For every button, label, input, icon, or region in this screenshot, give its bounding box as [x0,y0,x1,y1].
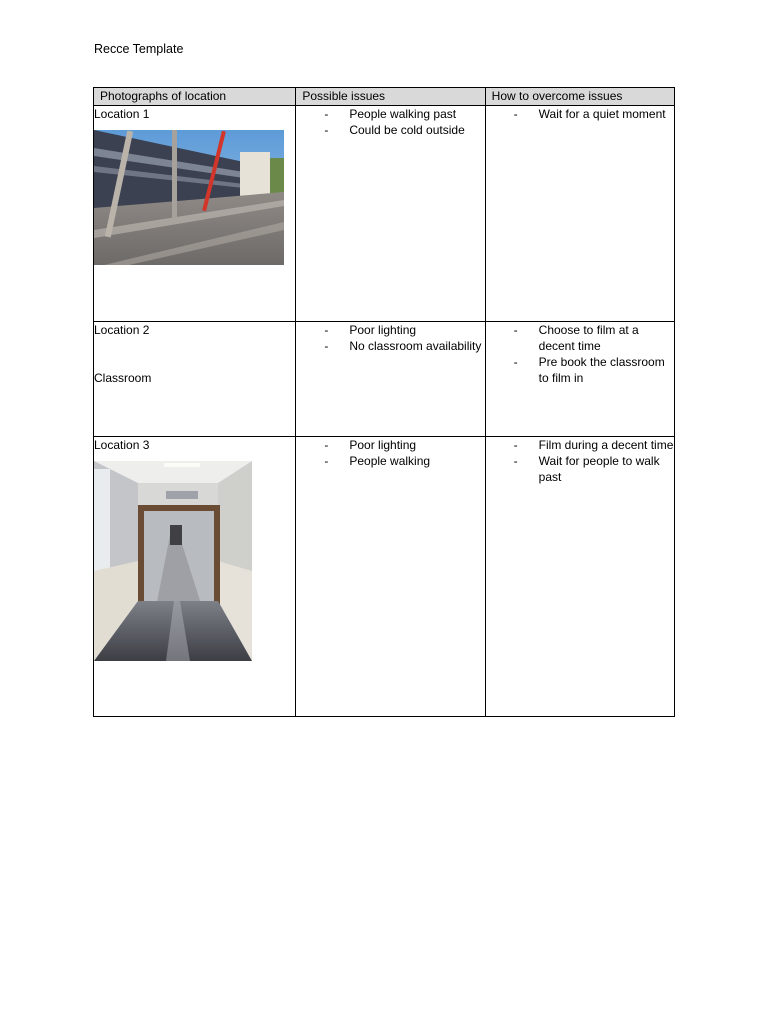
list-item: - Poor lighting [324,322,484,338]
table-row [94,106,675,322]
issues-cell [296,106,485,322]
issues-list [296,322,484,354]
table-row [94,322,675,437]
list-item: - Poor lighting [324,437,484,453]
solutions-cell [485,437,674,717]
location-cell [94,106,296,322]
issues-cell [296,322,485,437]
table-row [94,437,675,717]
solutions-cell [485,322,674,437]
issues-list [296,106,484,138]
list-item: - Pre book the classroom to film in [514,354,674,386]
solutions-list [486,106,674,122]
recce-table [93,87,675,717]
table-header-row [94,88,675,106]
list-item: - No classroom availability [324,338,484,354]
solutions-list [486,437,674,485]
list-item: - Choose to film at a decent time [514,322,674,354]
list-item: - Wait for a quiet moment [514,106,674,122]
list-item: - Could be cold outside [324,122,484,138]
corridor-photo [94,461,252,661]
location-subtitle: Classroom [94,371,152,385]
location-cell [94,437,296,717]
header-how-to-overcome: How to overcome issues [485,88,674,106]
list-item: - Film during a decent time [514,437,674,453]
location-label: Location 2 [94,323,150,337]
solutions-list [486,322,674,386]
solutions-cell [485,106,674,322]
list-item: - Wait for people to walk past [514,453,674,485]
issues-cell [296,437,485,717]
list-item: - People walking past [324,106,484,122]
location-label: Location 3 [94,438,150,452]
issues-list [296,437,484,469]
location-cell [94,322,296,437]
school-exterior-photo [94,130,284,265]
header-photographs: Photographs of location [94,88,296,106]
document-title: Recce Template [94,42,184,56]
location-label: Location 1 [94,107,150,121]
header-possible-issues: Possible issues [296,88,485,106]
list-item: - People walking [324,453,484,469]
